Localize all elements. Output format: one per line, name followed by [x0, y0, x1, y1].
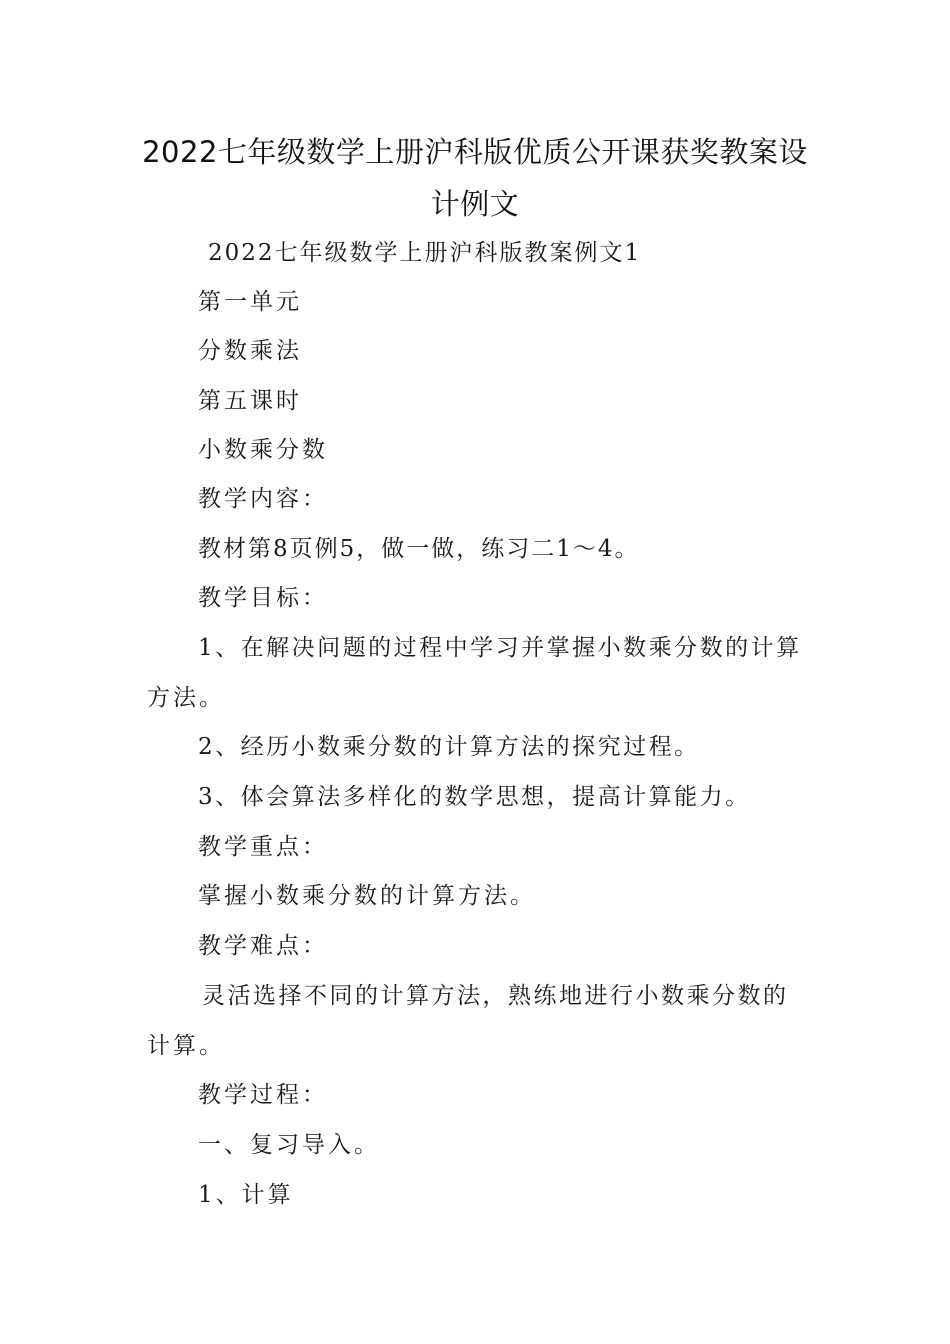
content-text: 教材第8页例5，做一做，练习二1～4。	[198, 536, 640, 562]
topic-label: 分数乘法	[198, 338, 302, 364]
step-1-item-1: 1、计算	[198, 1182, 294, 1208]
document-title-line-2: 计例文	[430, 187, 520, 221]
content-heading: 教学内容：	[198, 486, 328, 512]
lesson-topic-label: 小数乘分数	[198, 437, 328, 463]
unit-label: 第一单元	[198, 289, 302, 315]
goals-heading: 教学目标：	[198, 585, 328, 611]
goal-2: 2、经历小数乘分数的计算方法的探究过程。	[198, 734, 700, 760]
key-point-text: 掌握小数乘分数的计算方法。	[198, 883, 536, 909]
lesson-label: 第五课时	[198, 388, 302, 414]
document-title-line-1: 2022七年级数学上册沪科版优质公开课获奖教案设	[142, 135, 808, 169]
process-heading: 教学过程：	[198, 1082, 328, 1108]
goal-1-line-1: 1、在解决问题的过程中学习并掌握小数乘分数的计算	[198, 635, 802, 661]
difficulty-line-1: 灵活选择不同的计算方法，熟练地进行小数乘分数的	[202, 983, 789, 1009]
goal-3: 3、体会算法多样化的数学思想，提高计算能力。	[198, 784, 751, 810]
difficulty-heading: 教学难点：	[198, 933, 328, 959]
goal-1-line-2: 方法。	[147, 685, 225, 711]
difficulty-line-2: 计算。	[147, 1033, 225, 1059]
step-1-heading: 一、复习导入。	[198, 1132, 380, 1158]
key-point-heading: 教学重点：	[198, 834, 328, 860]
document-subtitle: 2022七年级数学上册沪科版教案例文1	[208, 240, 642, 266]
